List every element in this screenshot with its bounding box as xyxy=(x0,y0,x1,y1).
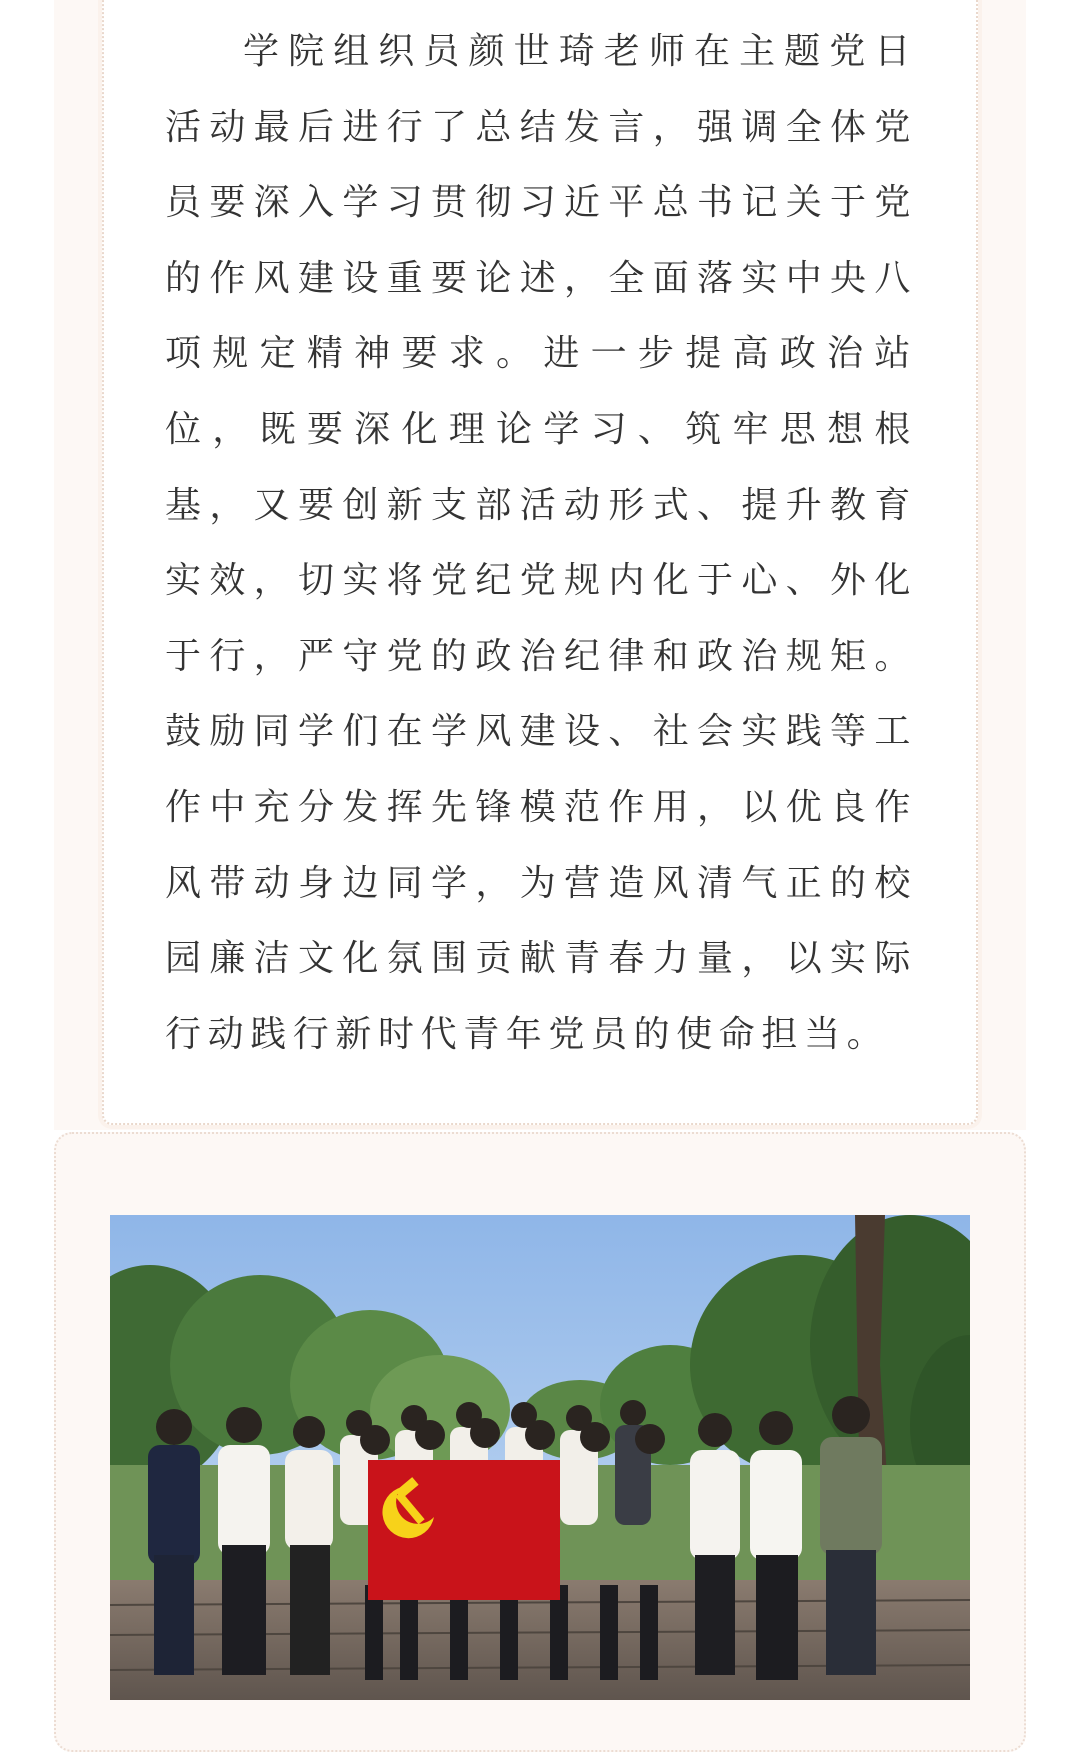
article-paragraph: 学院组织员颜世琦老师在主题党日活动最后进行了总结发言，强调全体党员要深入学习贯彻习近平总书记关于党的作风建设重要论述，全面落实中央八项规定精神要求。进一步提高政治站位，既要深化理论学习、筑牢思想根基，又要创新支部活动形式、提升教育实效，切实将党纪党规内化于心、外化于行，严守党的政治纪律和政治规矩。鼓励同学们在学风建设、社会实践等工作中充分发挥先锋模范作用，以优良作风带动身边同学，为营造风清气正的校园廉洁文化氛围贡献青春力量，以实际行动践行新时代青年党员的使命担当。 xyxy=(165,31,917,1055)
group-photo[interactable] xyxy=(110,1215,970,1700)
party-flag xyxy=(368,1460,560,1600)
